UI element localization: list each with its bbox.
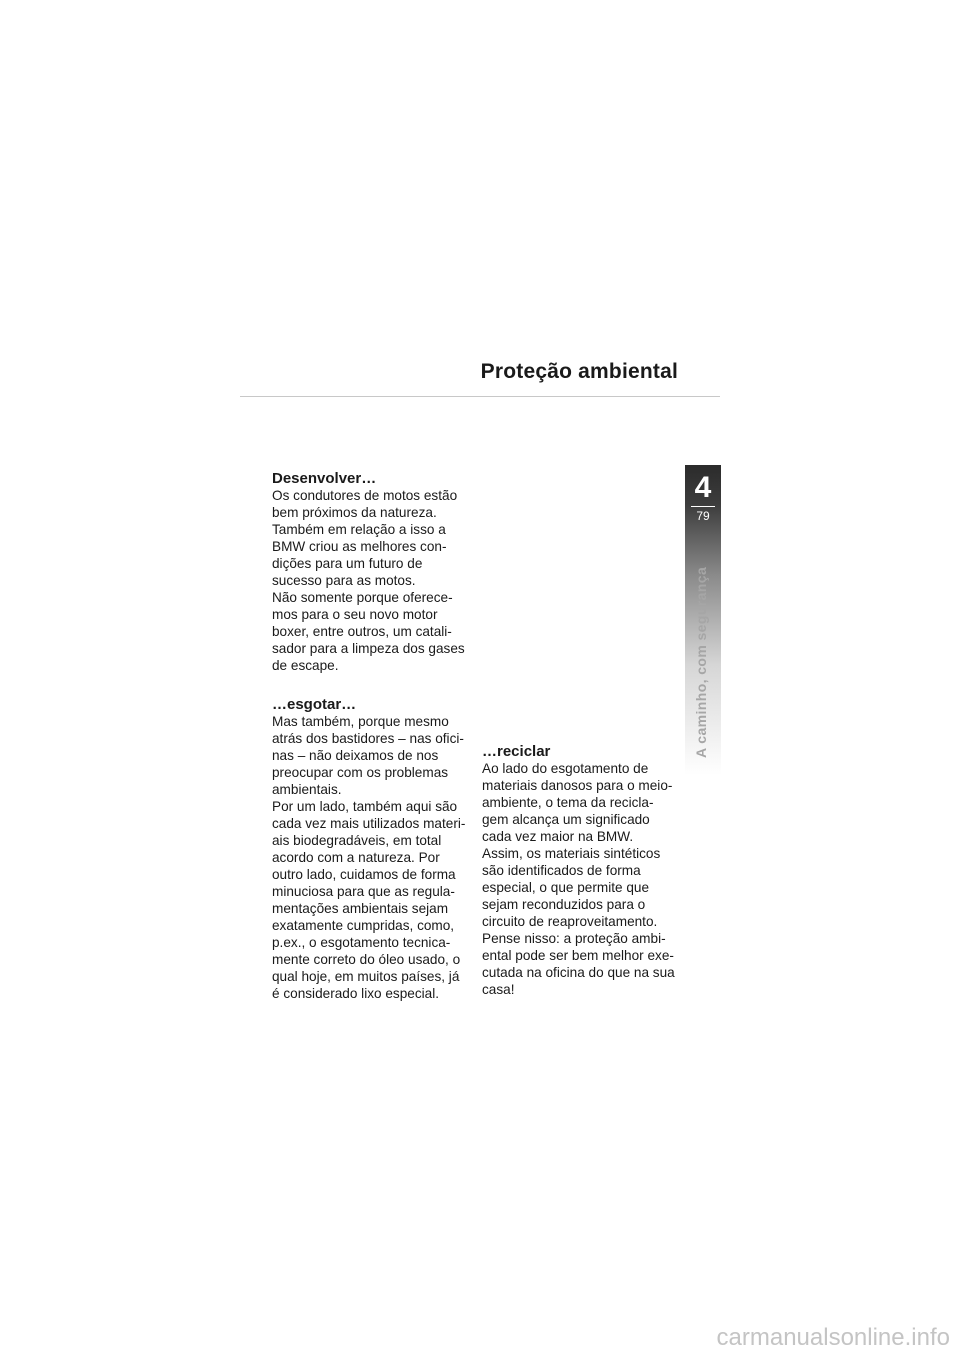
side-caption-container (690, 548, 714, 758)
page-number: 79 (696, 509, 710, 523)
chapter-divider (691, 506, 715, 507)
left-column (272, 470, 472, 1024)
section-recycle (482, 743, 682, 998)
title-divider (240, 396, 720, 397)
chapter-number: 4 (694, 471, 712, 504)
right-column (482, 743, 682, 1020)
section-text-recycle: Ao lado do esgotamento de materiais danosos para o meio- ambiente, o tema da recicla- gem alcança um significado cada vez maior na BMW. Assim, os materiais sintéticos são identificados de forma especial, o que permite que sejam reconduzidos para o circuito de reaproveitamento. Pense nisso: a proteção ambi- ental pode ser bem melhor exe- cutada na oficina do que na sua casa! (482, 761, 675, 997)
section-deplete (272, 696, 472, 1002)
section-heading-develop: Desenvolver… (272, 470, 377, 487)
section-text-deplete: Mas também, porque mesmo atrás dos bastidores – nas ofici- nas – não deixamos de nos preocupar com os problemas ambientais. Por um lado, também aqui são cada vez mais utilizados materi- ais biodegradáveis, em total acordo com a natureza. Por outro lado, cuidamos de forma minuciosa para que as regula- mentações ambientais sejam exatamente cumpridas, como, p.ex., o esgotamento tecnica- mente correto do óleo usado, o qual hoje, em muitos países, já é considerado lixo especial. (272, 714, 466, 1001)
section-text-develop: Os condutores de motos estão bem próximos da natureza. Também em relação a isso a BMW criou as melhores con- dições para um futuro de sucesso para as motos. Não somente porque oferece- mos para o seu novo motor boxer, entre outros, um catali- sador para a limpeza dos gases de escape. (272, 488, 465, 673)
section-heading-deplete: …esgotar… (272, 696, 357, 713)
section-develop (272, 470, 472, 674)
page-title: Proteção ambiental (480, 360, 678, 383)
footer-watermark: carmanualsonline.info (716, 1324, 950, 1351)
section-heading-recycle: …reciclar (482, 743, 551, 760)
side-caption: A caminho, com segurança (693, 566, 709, 758)
